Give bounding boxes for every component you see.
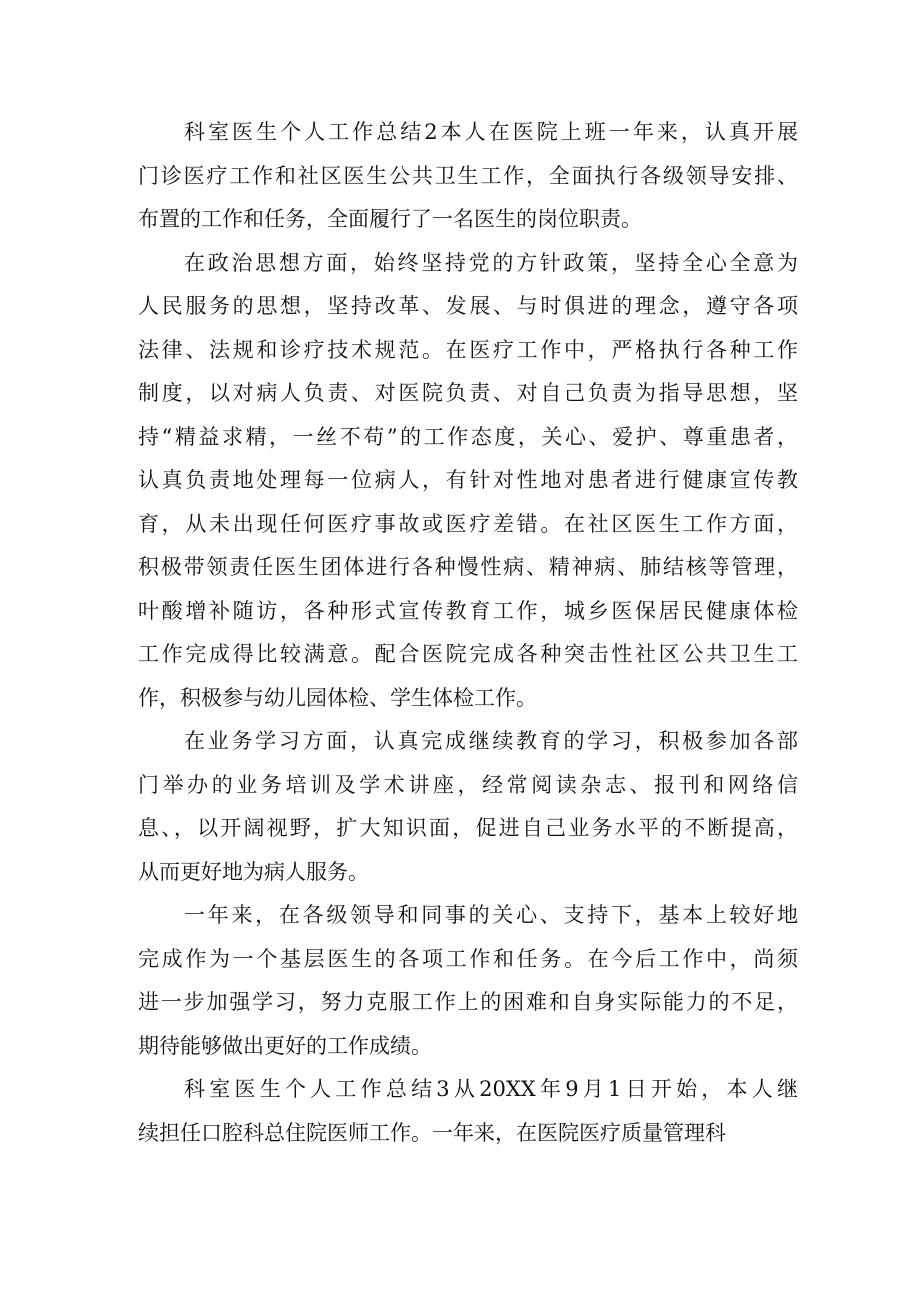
text-line	[138, 242, 798, 286]
text-line-content: 续担任口腔科总住院医师工作。一年来，在医院医疗质量管理科	[138, 1120, 726, 1145]
text-line	[138, 1068, 798, 1112]
text-line-content: 息、，以开阔视野，扩大知识面，促进自己业务水平的不断提高，	[138, 816, 798, 840]
text-line-content: 进一步加强学习，努力克服工作上的困难和自身实际能力的不足，	[138, 990, 798, 1014]
text-line-content: 在业务学习方面，认真完成继续教育的学习，积极参加各部	[184, 729, 798, 753]
text-line-content: 在政治思想方面，始终坚持党的方针政策，坚持全心全意为	[184, 250, 798, 275]
text-line-content: 育，从未出现任何医疗事故或医疗差错。在社区医生工作方面，	[138, 511, 798, 536]
text-line-content: 科室医生个人工作总结3从20XX年9月1日开始，本人继	[184, 1077, 798, 1101]
text-line	[138, 459, 798, 503]
text-line-content: 布置的工作和任务，全面履行了一名医生的岗位职责。	[138, 207, 642, 231]
document-body	[138, 111, 798, 1155]
text-line	[138, 590, 798, 634]
text-line	[138, 938, 798, 982]
text-line-content: 从而更好地为病人服务。	[138, 859, 369, 884]
text-line-content: 认真负责地处理每一位病人，有针对性地对患者进行健康宣传教	[138, 468, 798, 492]
text-line	[138, 546, 798, 590]
text-line-content: 工作完成得比较满意。配合医院完成各种突击性社区公共卫生工	[138, 642, 798, 666]
text-line	[138, 807, 798, 851]
text-line	[138, 155, 798, 199]
text-line	[138, 851, 798, 895]
text-line	[138, 720, 798, 764]
text-line-content: 制度，以对病人负责、对医院负责、对自己负责为指导思想，坚	[138, 381, 798, 405]
text-line	[138, 764, 798, 808]
text-line	[138, 1112, 798, 1156]
text-line	[138, 372, 798, 416]
text-line-content: 法律、法规和诊疗技术规范。在医疗工作中，严格执行各种工作	[138, 337, 798, 362]
text-line-content: 叶酸增补随访，各种形式宣传教育工作，城乡医保居民健康体检	[138, 598, 798, 623]
text-line-content: 门诊医疗工作和社区医生公共卫生工作，全面执行各级领导安排、	[138, 163, 798, 188]
text-line	[138, 1025, 798, 1069]
text-line	[138, 503, 798, 547]
text-line-content: 完成作为一个基层医生的各项工作和任务。在今后工作中，尚须	[138, 946, 798, 971]
text-line	[138, 329, 798, 373]
text-line	[138, 198, 798, 242]
text-line-content: 人民服务的思想，坚持改革、发展、与时俱进的理念，遵守各项	[138, 294, 798, 318]
text-line	[138, 894, 798, 938]
text-line	[138, 677, 798, 721]
text-line	[138, 633, 798, 677]
text-line-content: 期待能够做出更好的工作成绩。	[138, 1033, 432, 1058]
text-line-content: 作，积极参与幼儿园体检、学生体检工作。	[138, 685, 537, 710]
text-line	[138, 416, 798, 460]
text-line-content: 科室医生个人工作总结2本人在医院上班一年来，认真开展	[184, 120, 798, 144]
text-line-content: 积极带领责任医生团体进行各种慢性病、精神病、肺结核等管理，	[138, 555, 798, 579]
text-line	[138, 111, 798, 155]
text-line-content: 持“精益求精，一丝不苟”的工作态度，关心、爱护、尊重患者，	[138, 424, 798, 449]
text-line-content: 门举办的业务培训及学术讲座，经常阅读杂志、报刊和网络信	[138, 772, 798, 797]
text-line	[138, 285, 798, 329]
text-line	[138, 981, 798, 1025]
text-line-content: 一年来，在各级领导和同事的关心、支持下，基本上较好地	[184, 903, 798, 927]
